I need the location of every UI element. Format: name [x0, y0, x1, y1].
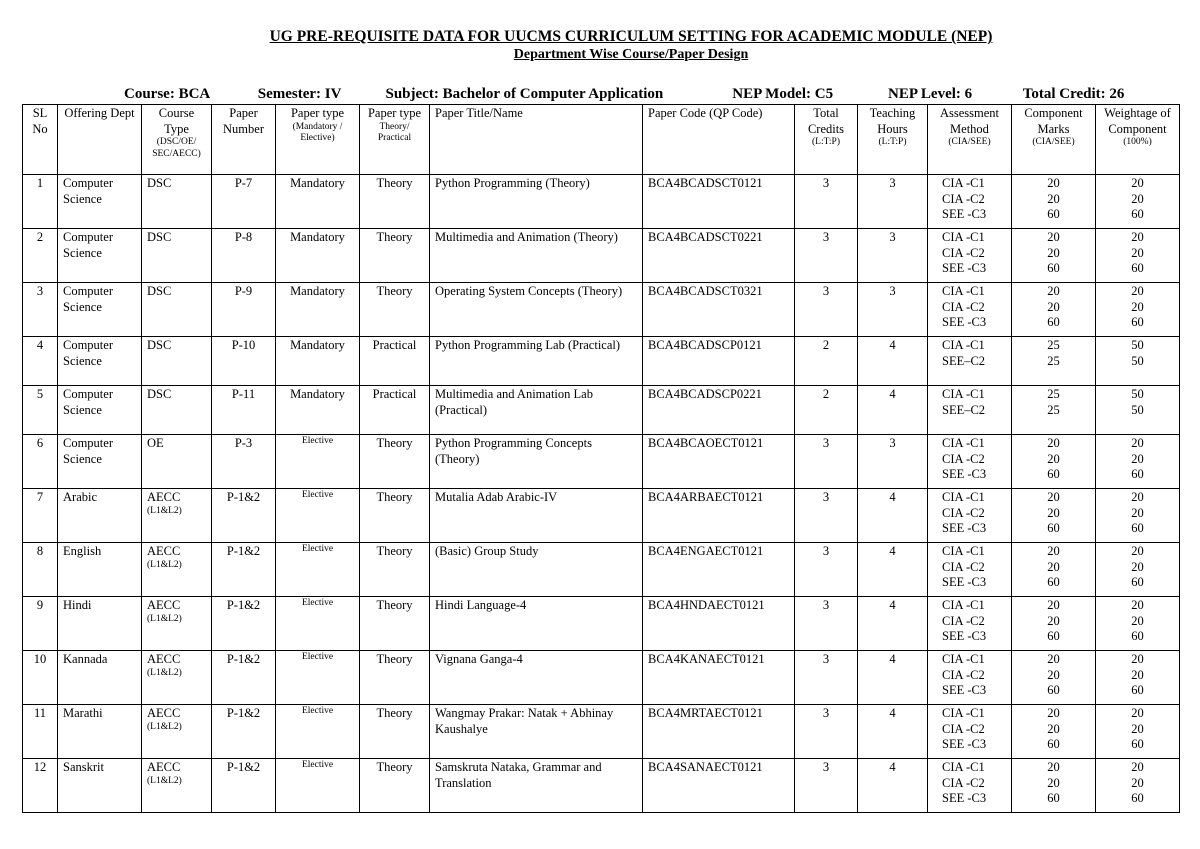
table-row	[23, 597, 1180, 651]
cell-paper-category: Practical	[360, 386, 430, 435]
cell-teaching-hours: 3	[858, 175, 928, 229]
cell-weightage: 20 20 60	[1096, 175, 1180, 229]
cell-component-marks: 20 20 60	[1012, 651, 1096, 705]
cell-paper-type: Mandatory	[276, 283, 360, 337]
cell-paper-title: Vignana Ganga-4	[430, 651, 643, 705]
cell-sl: 4	[23, 337, 58, 386]
cell-weightage: 20 20 60	[1096, 651, 1180, 705]
cell-total-credits: 3	[795, 175, 858, 229]
cell-sl: 1	[23, 175, 58, 229]
cell-component-marks: 20 20 60	[1012, 435, 1096, 489]
table-row	[23, 543, 1180, 597]
cell-teaching-hours: 4	[858, 337, 928, 386]
cell-component-marks: 20 20 60	[1012, 283, 1096, 337]
cell-weightage: 20 20 60	[1096, 283, 1180, 337]
cell-paper-code: BCA4MRTAECT0121	[643, 705, 795, 759]
cell-course-type: DSC	[142, 337, 212, 386]
cell-sl: 8	[23, 543, 58, 597]
col-paper-title: Paper Title/Name	[430, 105, 643, 175]
cell-dept: English	[58, 543, 142, 597]
cell-component-marks: 20 20 60	[1012, 175, 1096, 229]
cell-paper-category: Theory	[360, 705, 430, 759]
cell-paper-code: BCA4BCADSCP0221	[643, 386, 795, 435]
cell-paper-code: BCA4ARBAECT0121	[643, 489, 795, 543]
cell-teaching-hours: 4	[858, 386, 928, 435]
cell-paper-type: Elective	[276, 543, 360, 597]
cell-dept: Computer Science	[58, 283, 142, 337]
cell-weightage: 50 50	[1096, 386, 1180, 435]
cell-paper-title: Hindi Language-4	[430, 597, 643, 651]
col-teaching-hours: Teaching Hours (L:T:P)	[858, 105, 928, 175]
meta-nep-level: NEP Level: 6	[888, 86, 973, 102]
cell-teaching-hours: 3	[858, 435, 928, 489]
cell-total-credits: 3	[795, 283, 858, 337]
cell-paper-title: Python Programming (Theory)	[430, 175, 643, 229]
cell-paper-code: BCA4ENGAECT0121	[643, 543, 795, 597]
course-meta-line	[124, 86, 1140, 103]
cell-paper-title: Operating System Concepts (Theory)	[430, 283, 643, 337]
cell-sl: 12	[23, 759, 58, 813]
cell-paper-code: BCA4KANAECT0121	[643, 651, 795, 705]
cell-paper-type: Elective	[276, 489, 360, 543]
cell-dept: Sanskrit	[58, 759, 142, 813]
cell-teaching-hours: 3	[858, 283, 928, 337]
cell-paper-type: Elective	[276, 705, 360, 759]
cell-paper-type: Mandatory	[276, 386, 360, 435]
cell-course-type: AECC (L1&L2)	[142, 651, 212, 705]
cell-paper-type: Elective	[276, 597, 360, 651]
cell-component-marks: 25 25	[1012, 386, 1096, 435]
cell-component-marks: 20 20 60	[1012, 705, 1096, 759]
cell-paper-type: Mandatory	[276, 175, 360, 229]
cell-course-type-sub: (L1&L2)	[147, 775, 182, 786]
cell-sl: 7	[23, 489, 58, 543]
cell-paper-number: P-1&2	[212, 597, 276, 651]
cell-paper-title: Multimedia and Animation Lab (Practical)	[430, 386, 643, 435]
cell-paper-number: P-7	[212, 175, 276, 229]
cell-assessment-method: CIA -C1 CIA -C2 SEE -C3	[928, 705, 1012, 759]
col-paper-type: Paper type (Mandatory / Elective)	[276, 105, 360, 175]
cell-paper-number: P-3	[212, 435, 276, 489]
cell-course-type-sub: (L1&L2)	[147, 667, 182, 678]
col-paper-number: Paper Number	[212, 105, 276, 175]
cell-component-marks: 20 20 60	[1012, 597, 1096, 651]
cell-teaching-hours: 4	[858, 489, 928, 543]
cell-paper-category: Theory	[360, 651, 430, 705]
cell-dept: Marathi	[58, 705, 142, 759]
cell-dept: Computer Science	[58, 337, 142, 386]
cell-paper-number: P-1&2	[212, 705, 276, 759]
col-paper-code: Paper Code (QP Code)	[643, 105, 795, 175]
cell-sl: 10	[23, 651, 58, 705]
cell-teaching-hours: 4	[858, 597, 928, 651]
table-row	[23, 489, 1180, 543]
cell-weightage: 20 20 60	[1096, 705, 1180, 759]
cell-assessment-method: CIA -C1 CIA -C2 SEE -C3	[928, 759, 1012, 813]
cell-paper-code: BCA4BCAOECT0121	[643, 435, 795, 489]
cell-paper-category: Theory	[360, 597, 430, 651]
cell-total-credits: 3	[795, 435, 858, 489]
cell-paper-code: BCA4BCADSCP0121	[643, 337, 795, 386]
cell-weightage: 50 50	[1096, 337, 1180, 386]
col-course-type: Course Type (DSC/OE/ SEC/AECC)	[142, 105, 212, 175]
cell-paper-title: Samskruta Nataka, Grammar and Translation	[430, 759, 643, 813]
cell-paper-category: Theory	[360, 435, 430, 489]
cell-course-type: DSC	[142, 229, 212, 283]
col-assessment-method: Assessment Method (CIA/SEE)	[928, 105, 1012, 175]
cell-sl: 6	[23, 435, 58, 489]
cell-paper-code: BCA4BCADSCT0321	[643, 283, 795, 337]
cell-paper-code: BCA4BCADSCT0121	[643, 175, 795, 229]
cell-course-type: AECC (L1&L2)	[142, 705, 212, 759]
cell-dept: Computer Science	[58, 229, 142, 283]
cell-total-credits: 3	[795, 229, 858, 283]
table-row	[23, 386, 1180, 435]
table-row	[23, 175, 1180, 229]
table-row	[23, 705, 1180, 759]
cell-sl: 9	[23, 597, 58, 651]
cell-paper-number: P-1&2	[212, 759, 276, 813]
cell-course-type-sub: (L1&L2)	[147, 613, 182, 624]
table-row	[23, 283, 1180, 337]
cell-course-type: AECC (L1&L2)	[142, 597, 212, 651]
meta-semester: Semester: IV	[257, 86, 342, 102]
cell-assessment-method: CIA -C1 SEE–C2	[928, 337, 1012, 386]
col-component-marks: Component Marks (CIA/SEE)	[1012, 105, 1096, 175]
cell-paper-type: Elective	[276, 759, 360, 813]
cell-course-type: DSC	[142, 175, 212, 229]
col-paper-category: Paper type Theory/ Practical	[360, 105, 430, 175]
meta-course: Course: BCA	[124, 86, 211, 102]
cell-course-type: OE	[142, 435, 212, 489]
table-row	[23, 759, 1180, 813]
cell-total-credits: 3	[795, 651, 858, 705]
cell-assessment-method: CIA -C1 CIA -C2 SEE -C3	[928, 597, 1012, 651]
cell-paper-category: Theory	[360, 759, 430, 813]
cell-weightage: 20 20 60	[1096, 597, 1180, 651]
course-table	[22, 104, 1180, 813]
cell-paper-type: Elective	[276, 435, 360, 489]
cell-course-type-sub: (L1&L2)	[147, 559, 182, 570]
cell-assessment-method: CIA -C1 CIA -C2 SEE -C3	[928, 229, 1012, 283]
cell-paper-title: (Basic) Group Study	[430, 543, 643, 597]
meta-subject: Subject: Bachelor of Computer Application	[385, 86, 664, 102]
cell-total-credits: 3	[795, 597, 858, 651]
cell-teaching-hours: 4	[858, 651, 928, 705]
cell-sl: 5	[23, 386, 58, 435]
cell-paper-code: BCA4BCADSCT0221	[643, 229, 795, 283]
cell-dept: Computer Science	[58, 175, 142, 229]
cell-dept: Arabic	[58, 489, 142, 543]
cell-sl: 2	[23, 229, 58, 283]
cell-course-type-sub: (L1&L2)	[147, 505, 182, 516]
cell-course-type: DSC	[142, 283, 212, 337]
table-body	[23, 175, 1180, 813]
cell-component-marks: 25 25	[1012, 337, 1096, 386]
cell-course-type: AECC (L1&L2)	[142, 543, 212, 597]
cell-assessment-method: CIA -C1 CIA -C2 SEE -C3	[928, 651, 1012, 705]
cell-paper-title: Mutalia Adab Arabic-IV	[430, 489, 643, 543]
cell-component-marks: 20 20 60	[1012, 543, 1096, 597]
cell-sl: 3	[23, 283, 58, 337]
cell-course-type: AECC (L1&L2)	[142, 759, 212, 813]
cell-paper-title: Multimedia and Animation (Theory)	[430, 229, 643, 283]
cell-paper-type: Mandatory	[276, 229, 360, 283]
meta-total-credit: Total Credit: 26	[1022, 86, 1125, 102]
cell-weightage: 20 20 60	[1096, 435, 1180, 489]
cell-dept: Computer Science	[58, 435, 142, 489]
col-total-credits: Total Credits (L:T:P)	[795, 105, 858, 175]
cell-assessment-method: CIA -C1 CIA -C2 SEE -C3	[928, 489, 1012, 543]
cell-teaching-hours: 4	[858, 543, 928, 597]
cell-assessment-method: CIA -C1 CIA -C2 SEE -C3	[928, 283, 1012, 337]
cell-sl: 11	[23, 705, 58, 759]
cell-total-credits: 3	[795, 489, 858, 543]
cell-total-credits: 3	[795, 759, 858, 813]
document-subtitle: Department Wise Course/Paper Design	[513, 47, 749, 62]
cell-total-credits: 2	[795, 337, 858, 386]
cell-paper-number: P-9	[212, 283, 276, 337]
cell-weightage: 20 20 60	[1096, 229, 1180, 283]
cell-dept: Hindi	[58, 597, 142, 651]
cell-paper-title: Python Programming Lab (Practical)	[430, 337, 643, 386]
cell-paper-code: BCA4SANAECT0121	[643, 759, 795, 813]
col-sl: SL No	[23, 105, 58, 175]
cell-course-type: AECC (L1&L2)	[142, 489, 212, 543]
table-row	[23, 435, 1180, 489]
cell-paper-number: P-10	[212, 337, 276, 386]
cell-paper-number: P-8	[212, 229, 276, 283]
cell-paper-category: Theory	[360, 175, 430, 229]
table-row	[23, 337, 1180, 386]
cell-course-type-sub: (L1&L2)	[147, 721, 182, 732]
cell-paper-category: Theory	[360, 489, 430, 543]
cell-paper-code: BCA4HNDAECT0121	[643, 597, 795, 651]
cell-course-type: DSC	[142, 386, 212, 435]
table-row	[23, 229, 1180, 283]
cell-assessment-method: CIA -C1 CIA -C2 SEE -C3	[928, 543, 1012, 597]
meta-nep-model: NEP Model: C5	[732, 86, 834, 102]
cell-paper-number: P-1&2	[212, 543, 276, 597]
cell-paper-number: P-11	[212, 386, 276, 435]
cell-assessment-method: CIA -C1 CIA -C2 SEE -C3	[928, 435, 1012, 489]
cell-paper-number: P-1&2	[212, 651, 276, 705]
cell-weightage: 20 20 60	[1096, 489, 1180, 543]
cell-component-marks: 20 20 60	[1012, 489, 1096, 543]
cell-paper-category: Theory	[360, 543, 430, 597]
table-row	[23, 651, 1180, 705]
document-title: UG PRE-REQUISITE DATA FOR UUCMS CURRICULUM SETTING FOR ACADEMIC MODULE (NEP)	[269, 28, 993, 45]
cell-teaching-hours: 4	[858, 705, 928, 759]
col-dept: Offering Dept	[58, 105, 142, 175]
cell-paper-number: P-1&2	[212, 489, 276, 543]
cell-component-marks: 20 20 60	[1012, 759, 1096, 813]
cell-teaching-hours: 4	[858, 759, 928, 813]
cell-paper-title: Python Programming Concepts (Theory)	[430, 435, 643, 489]
cell-assessment-method: CIA -C1 CIA -C2 SEE -C3	[928, 175, 1012, 229]
cell-total-credits: 3	[795, 705, 858, 759]
cell-paper-type: Elective	[276, 651, 360, 705]
cell-dept: Kannada	[58, 651, 142, 705]
cell-paper-category: Theory	[360, 229, 430, 283]
cell-dept: Computer Science	[58, 386, 142, 435]
cell-teaching-hours: 3	[858, 229, 928, 283]
cell-total-credits: 2	[795, 386, 858, 435]
cell-weightage: 20 20 60	[1096, 759, 1180, 813]
cell-total-credits: 3	[795, 543, 858, 597]
cell-weightage: 20 20 60	[1096, 543, 1180, 597]
cell-assessment-method: CIA -C1 SEE–C2	[928, 386, 1012, 435]
cell-component-marks: 20 20 60	[1012, 229, 1096, 283]
cell-paper-type: Mandatory	[276, 337, 360, 386]
cell-paper-title: Wangmay Prakar: Natak + Abhinay Kaushalye	[430, 705, 643, 759]
table-header-row	[23, 105, 1180, 175]
cell-paper-category: Theory	[360, 283, 430, 337]
col-weightage: Weightage of Component (100%)	[1096, 105, 1180, 175]
cell-paper-category: Practical	[360, 337, 430, 386]
